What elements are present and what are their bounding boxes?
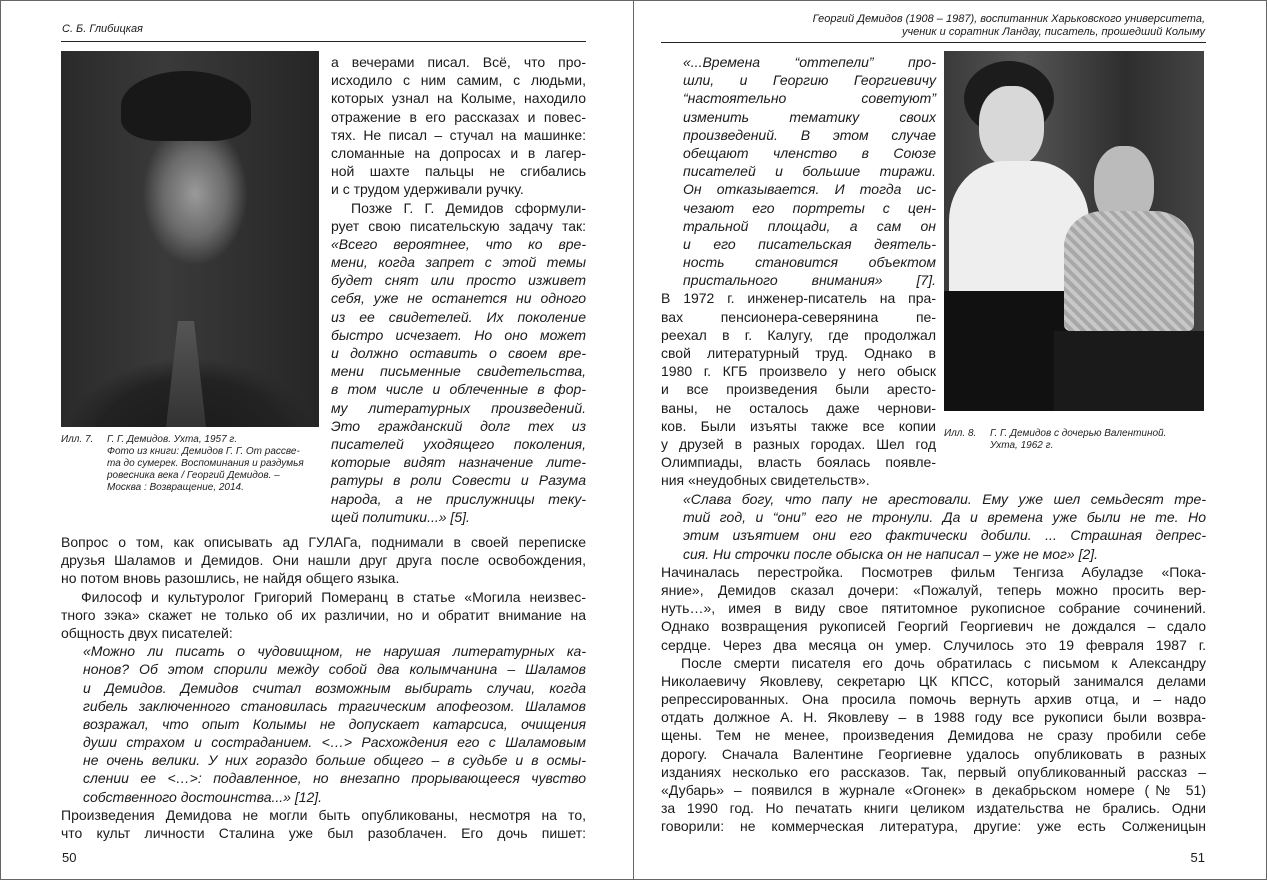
photo-hair [121,71,251,141]
text-line: что культ личности Сталина уже был разоблачен. Его дочь пишет: [61,825,586,841]
paragraph [61,533,586,588]
photo-tie [166,321,206,427]
text-line: друзья Шаламов и Демидов. Они нашли друг друга после освобождения, [61,552,586,569]
caption-line: Ухта, 1962 г. [990,440,1054,451]
text-line: общность двух писателей: [61,624,233,641]
text-line: му литературных произведений. [331,399,586,416]
paragraph [661,654,1206,836]
paragraph [61,588,586,643]
right-page [633,0,1267,880]
caption-text [107,434,304,494]
text-column [331,53,586,526]
text-line: тях. Не писал – стучал на машинке: [331,126,586,143]
text-line: Он отказывается. И тогда ис- [683,181,936,198]
text-line: «Всего вероятнее, что ко вре- [331,235,586,252]
text-line: нуть…», имея в виду свое пятитомное рукописное собрание сочинений. [661,600,1206,617]
text-line: изменить тематику своих [683,108,936,125]
text-line: сия. Ни строчки после обыска он не написал – уже не мог» [2]. [683,545,1099,562]
running-header-author: С. Б. Глибицкая [62,23,143,35]
text-line: души страхом и состраданием. <…> Расхождения его с Шаламовым [83,734,586,751]
text-line: ния «неудобных свидетельств». [661,472,870,489]
text-line: отражение в его рассказах и повес- [331,108,586,125]
text-line: собственного достоинства...» [12]. [83,788,323,805]
text-line: Это гражданский долг тех из [331,417,586,434]
text-line: за 1990 год. Но печатать книги целиком издательства не брались. Одни [661,800,1206,817]
caption-line: Москва : Возвращение, 2014. [107,482,244,493]
block-quote [61,642,586,806]
text-line: 1980 г. КГБ произвело у него обыск [661,363,936,380]
caption-line: та до сумерек. Воспоминания и раздумья [107,458,304,469]
caption-line: Г. Г. Демидов с дочерью Валентиной. [990,428,1167,439]
text-line: рует свою писательскую задачу так: [331,217,586,234]
text-line: ратуры в роли Совести и Разума [331,472,586,489]
header-rule [61,41,586,42]
paragraph [331,199,586,235]
text-line: тий год, и “они” его не тронули. Да и времена уже были не те. Но [683,509,1206,526]
text-line: мени письменные свидетельства, [331,363,586,380]
text-line: «Слава богу, что папу не арестовали. Ему уже шел семьдесят тре- [683,491,1206,507]
text-line: тного зэка» скажет не только об их различии, но и обратит внимание на [61,606,586,623]
text-line: «Можно ли писать о чудовищном, не нарушая литературных ка- [83,643,586,660]
text-line: быстро исчезает. Но оно может [331,326,586,343]
text-line: не очень велики. У них гораздо больше общего – в судьбе и в осмы- [83,752,586,769]
text-line: отдать должное А. Н. Яковлеву – в 1988 году все рукописи были возвра- [661,709,1206,726]
text-line: реехал в г. Калугу, где продолжал [661,326,936,343]
portrait-photo-demidov-1957 [61,51,319,427]
text-line: В 1972 г. инженер-писатель на пра- [661,290,936,307]
text-line: Философ и культуролог Григорий Померанц в статье «Могила неизвес- [81,588,586,605]
text-line: обещают членство в Союзе [683,144,936,161]
photo-face-daughter [979,86,1044,166]
paragraph [661,289,936,489]
text-line: «...Времена “оттепели” про- [683,54,936,70]
text-line: будет снят или просто изживет [331,272,586,289]
paragraph [331,235,586,526]
block-quote [661,53,936,289]
text-line: этим изъятием они его фактически добили. ... Страшная депрес- [683,527,1206,544]
text-line: После смерти писателя его дочь обратилась с письмом к Александру [681,654,1206,671]
text-line: «Дубарь» – появился в журнале «Огонек» в декабрьском номере (№ 51) [661,782,1206,798]
caption-line: ровесника века / Георгий Демидов. – [107,470,280,481]
text-line: произведений. В этом случае [683,126,936,143]
photo-demidov-with-daughter-1962 [944,51,1204,411]
paragraph [61,806,586,842]
header-line: Георгий Демидов (1908 – 1987), воспитанник Харьковского университета, [812,13,1205,25]
text-line: вах пенсионера-северянина пе- [661,308,936,325]
caption-line: Г. Г. Демидов. Ухта, 1957 г. [107,434,238,445]
text-line: в том числе и облеченные в фор- [331,381,586,398]
text-line: Произведения Демидова не могли быть опубликованы, несмотря на то, [61,806,586,823]
text-line: слении ее <…>: подавленное, но внезапно прорывающееся чувство [83,770,586,787]
text-line: пристального внимания» [7]. [683,272,936,289]
text-line: исходило с ним самим, с людьми, [331,72,586,89]
text-line: ваны, не осталось даже чернови- [661,399,936,416]
paragraph [661,563,1206,654]
text-line: но потом вновь разошлись, не найдя общего языка. [61,570,400,587]
page-number: 50 [62,850,77,865]
text-body [61,533,586,842]
text-line: которые видят назначение лите- [331,454,586,471]
text-line: Начиналась перестройка. Посмотрев фильм Тенгиза Абуладзе «Пока- [661,563,1206,580]
text-line: и его писательская деятель- [683,235,936,252]
text-line: ков. Были изъяты также все копии [661,417,936,434]
text-line: и все произведения были аресто- [661,381,936,398]
paragraph [331,53,586,199]
text-line: свой литературный труд. Однако в [661,345,936,361]
header-line: ученик и соратник Ландау, писатель, прошедший Колыму [901,26,1205,38]
text-line: Николаевичу Яковлеву, секретарю ЦК КПСС, который занимался делами [661,672,1206,689]
text-line: которых узнал на Колыме, находило [331,90,586,107]
text-line: из ее свидетелей. Их поколение [331,308,586,325]
caption-text [990,428,1166,452]
text-line: у друзей в разных городах. Шел год [661,435,936,452]
page-number: 51 [1190,850,1205,865]
text-line: гибель заключенного становилась трагическим апофеозом. Шаламов [83,697,586,714]
text-line: щены. Тем не менее, произведения Демидова не сразу пробили себе [661,727,1206,744]
text-line: дорогу. Сначала Валентине Георгиевне удалось опубликовать в разных [661,745,1206,762]
left-page [0,0,634,880]
figure-label: Илл. 7. [61,434,94,445]
text-line: тральной площади, а сам он [683,217,936,234]
caption-line: Фото из книги: Демидов Г. Г. От рассве- [107,446,300,457]
photo-checkered-shirt [1064,211,1194,331]
text-line: “настоятельно советуют” [683,90,936,107]
text-line: возражал, что опыт Колымы не допускает катарсиса, очищения [83,715,586,732]
text-line: изданиях несколько его рассказов. Так, первый опубликованный рассказ – [661,763,1206,780]
text-line: сердце. Через два месяца он умер. Случилось это 19 февраля 1987 г. [661,636,1206,653]
text-line: ной шахте пальцы не сгибались [331,163,586,180]
text-line: Вопрос о том, как описывать ад ГУЛАГа, поднимали в своей переписке [61,534,586,550]
text-line: яние», Демидов сказал дочери: «Пожалуй, теперь можно просить вер- [661,581,1206,598]
text-line: говорили: не коммерческая литература, другие: уже есть Солженицын [661,818,1206,835]
running-header-title [813,13,1205,39]
text-line: чезают его портреты с цен- [683,199,936,216]
header-rule [661,42,1206,43]
text-line: и Демидов. Демидов считал возможным выбирать случаи, когда [83,679,586,696]
text-column [661,53,936,490]
text-line: сломанные на допросах и в лагер- [331,144,586,161]
text-line: нонов? Об этом спорили между собой два колымчанина – Шаламов [83,661,586,678]
photo-trousers [1054,331,1204,411]
text-line: репрессированных. Она просила помочь вернуть архив отца, и – надо [661,691,1206,708]
text-line: писателей уходящего поколения, [331,435,586,452]
text-line: писателей и большие тиражи. [683,163,936,180]
text-line: Позже Г. Г. Демидов сформули- [351,199,586,216]
text-body [661,490,1206,836]
text-line: народа, а не прислужницы теку- [331,490,586,507]
text-line: и с трудом удерживали ручку. [331,181,524,198]
text-line: мени, когда запрет с этой темы [331,254,586,271]
text-line: себя, уже не останется ни одного [331,290,586,307]
text-line: и должно оставить о своем вре- [331,345,586,361]
text-line: щей политики...» [5]. [331,508,470,525]
figure-label: Илл. 8. [944,428,977,439]
text-line: ность становится объектом [683,254,936,271]
block-quote [661,490,1206,563]
text-line: шли, и Георгию Георгиевичу [683,72,936,89]
text-line: а вечерами писал. Всё, что про- [331,54,586,70]
text-line: Однако возвращения рукописей Георгий Георгиевич не дождался – сдало [661,618,1206,635]
text-line: Олимпиады, власть боялась появле- [661,454,936,471]
